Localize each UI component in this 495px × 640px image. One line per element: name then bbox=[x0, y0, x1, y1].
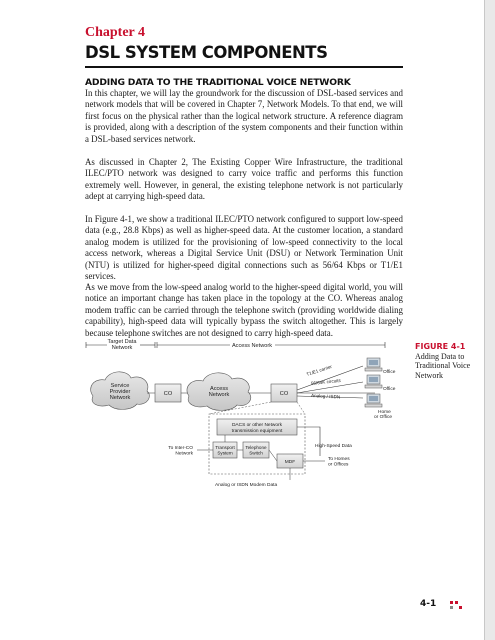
access-network-center-label-2: Network bbox=[208, 392, 230, 398]
computer-icon-office-2 bbox=[365, 375, 382, 388]
access-network-center-label-1: Access bbox=[209, 386, 229, 392]
paragraph-figure-description: In Figure 4-1, we show a traditional ILEC/PTO network configured to support low-speed data (e.g., 28.8 Kbps) as well as higher-speed data. At the customer location, a standard analog modem is utilized for the provisioning of low-speed connectivity to the local access network, whereas a Digital Service Unit (DSU) or Network Termination Unit (NTU) is utilized for higher-speed digital connections such as 56/64 Kbps or T1/E1 services. bbox=[85, 214, 403, 282]
computer-icon-office-1 bbox=[365, 358, 382, 371]
zoom-line-right bbox=[297, 402, 305, 414]
home-or-office-label-1: Home bbox=[378, 410, 391, 415]
to-inter-co-label-1: To Inter-CO bbox=[168, 446, 193, 451]
co-right-label: CO bbox=[279, 391, 289, 397]
page-number: 4-1 bbox=[420, 599, 437, 609]
chapter-label: Chapter 4 bbox=[85, 25, 146, 40]
home-or-office-label-2: or Office bbox=[374, 415, 393, 420]
paragraph-intro: In this chapter, we will lay the groundwork for the discussion of DSL-based services and network models that will be covered in Chapter 7, Network Models. To that end, we will first focus on the physical rather than the logical network structure. A reference diagram is provided, along with a description of the system components and their function within a DSL-based services network. bbox=[85, 88, 403, 144]
target-data-network-label: Target Data bbox=[107, 339, 137, 345]
office-2-label: Office bbox=[383, 387, 396, 392]
service-provider-label-2: Provider bbox=[109, 389, 131, 395]
page-edge-shadow bbox=[484, 0, 495, 640]
to-homes-label-2: or Offices bbox=[328, 462, 349, 468]
high-speed-data-label: High-Speed Data bbox=[315, 444, 352, 449]
page-ornament-icon bbox=[450, 600, 462, 610]
telephone-switch-label-2: Switch bbox=[249, 450, 263, 456]
dacs-label-1: DACS or other Network bbox=[231, 423, 283, 428]
56-64k-circuits-label: 56/64K circuits bbox=[310, 377, 342, 386]
transport-system-label-2: System bbox=[217, 450, 233, 456]
co-left-label: CO bbox=[163, 391, 173, 397]
section-heading: ADDING DATA TO THE TRADITIONAL VOICE NETWORK bbox=[85, 77, 351, 88]
transport-system-label-1: Transport bbox=[215, 445, 235, 450]
service-provider-label-3: Network bbox=[109, 395, 131, 401]
paragraph-topology-change: As we move from the low-speed analog world to the higher-speed digital world, you will notice an important change has taken place in the topology at the CO. Whereas analog modem traffic can be carried through the telephone switch (providing worldwide dialing capability), high-speed data will typically bypass the switch altogether. This is largely because telephone switches are not designed to carry high-speed data. bbox=[85, 282, 403, 338]
paragraph-existing-infrastructure: As discussed in Chapter 2, The Existing Copper Wire Infrastructure, the traditional ILEC/PTO network was designed to carry voice traffic and performs this function extremely well. However, in general, the existing telephone network is not particularly adept at carrying high-speed data. bbox=[85, 157, 403, 202]
chapter-title: DSL SYSTEM COMPONENTS bbox=[85, 43, 328, 62]
service-provider-label-1: Service bbox=[110, 383, 130, 389]
figure-caption: Adding Data to Traditional Voice Network bbox=[415, 352, 471, 380]
title-rule bbox=[85, 66, 403, 68]
network-diagram bbox=[85, 336, 407, 506]
analog-isdn-modem-data-label: Analog or ISDN Modem Data bbox=[215, 483, 278, 488]
figure-label: FIGURE 4-1 bbox=[415, 342, 466, 351]
access-network-top-label: Access Network bbox=[231, 343, 273, 349]
to-homes-label-1: To Homes bbox=[328, 457, 350, 462]
computer-icon-home-or-office bbox=[365, 394, 382, 407]
telephone-switch-label-1: Telephone bbox=[245, 445, 267, 450]
analog-isdn-label: Analog / ISDN bbox=[310, 393, 341, 400]
office-1-label: Office bbox=[383, 370, 396, 375]
high-speed-data-line bbox=[297, 427, 320, 456]
target-data-network-label-2: Network bbox=[111, 345, 133, 351]
dacs-label-2: transmission equipment bbox=[231, 429, 283, 434]
t1-e1-carrier-label: T1/E1 carrier bbox=[305, 363, 333, 377]
to-inter-co-label-2: Network bbox=[175, 451, 193, 457]
mdf-label: MDF bbox=[284, 460, 296, 465]
